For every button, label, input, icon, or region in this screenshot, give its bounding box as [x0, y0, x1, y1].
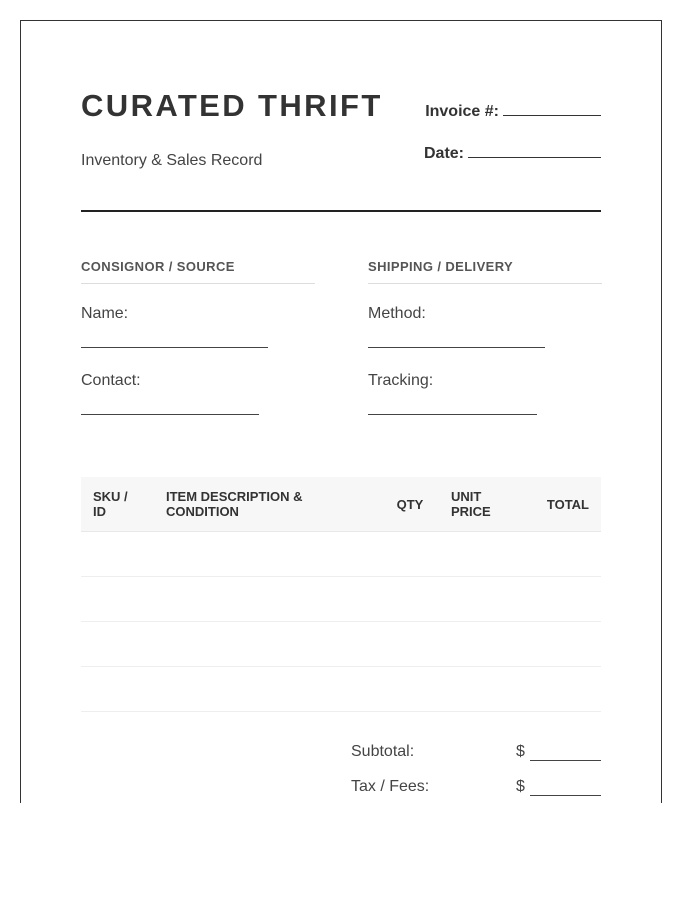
table-row[interactable] [81, 667, 601, 712]
column-header-sku: SKU / ID [81, 477, 154, 532]
table-row[interactable] [81, 577, 601, 622]
shipping-heading: SHIPPING / DELIVERY [368, 259, 602, 284]
subtotal-label: Subtotal: [351, 743, 415, 760]
consignor-contact-label: Contact: [81, 372, 141, 389]
header-divider [81, 210, 601, 212]
shipping-tracking-field[interactable] [368, 414, 537, 415]
column-header-description: ITEM DESCRIPTION & CONDITION [154, 477, 381, 532]
invoice-number-label: Invoice #: [425, 103, 499, 120]
consignor-name-field[interactable] [81, 347, 268, 348]
date-label: Date: [423, 145, 464, 162]
table-row[interactable] [81, 532, 601, 577]
invoice-number-field[interactable] [503, 101, 601, 116]
table-row[interactable] [81, 622, 601, 667]
invoice-number-row [425, 101, 601, 121]
tax-fees-field[interactable] [530, 795, 601, 796]
shipping-method-field[interactable] [368, 347, 545, 348]
column-header-total: TOTAL [523, 477, 601, 532]
shipping-method-label: Method: [368, 305, 426, 322]
subtotal-field[interactable] [530, 760, 601, 761]
subtotal-currency: $ [516, 743, 525, 760]
invoice-sheet [20, 20, 662, 803]
consignor-contact-field[interactable] [81, 414, 259, 415]
shipping-section [368, 259, 602, 284]
consignor-heading: CONSIGNOR / SOURCE [81, 259, 315, 284]
column-header-qty: QTY [381, 477, 439, 532]
tax-fees-currency: $ [516, 778, 525, 795]
date-row [424, 143, 601, 163]
items-table [81, 477, 601, 712]
column-header-unit-price: UNIT PRICE [439, 477, 523, 532]
consignor-section [81, 259, 315, 284]
consignor-name-label: Name: [81, 305, 129, 322]
shipping-tracking-label: Tracking: [368, 372, 434, 389]
date-field[interactable] [468, 143, 601, 158]
business-title: CURATED THRIFT [81, 88, 383, 123]
items-table-header-row [81, 477, 601, 532]
document-subtitle: Inventory & Sales Record [81, 152, 263, 169]
tax-fees-label: Tax / Fees: [351, 778, 430, 795]
